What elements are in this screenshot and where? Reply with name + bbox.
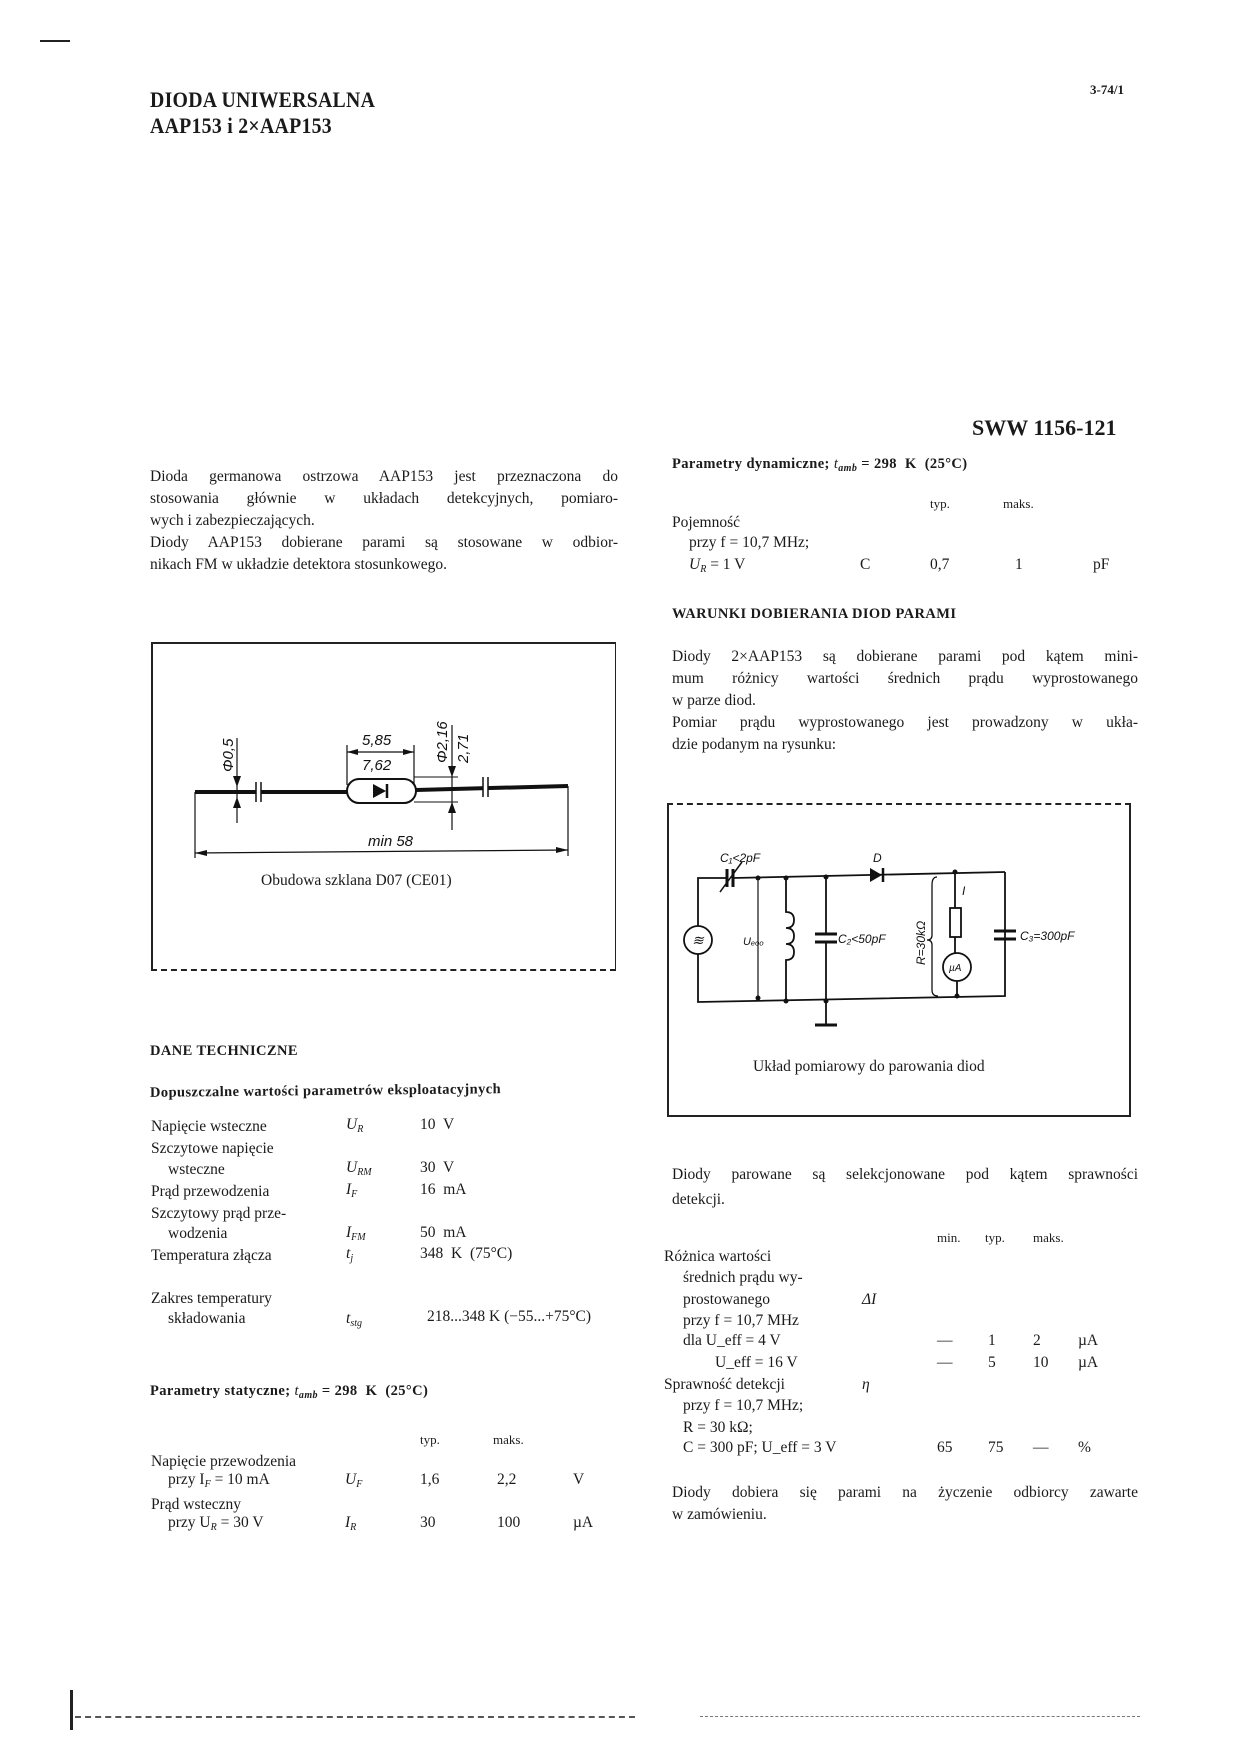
selection-max: — <box>1033 1439 1049 1456</box>
pairing-heading: WARUNKI DOBIERANIA DIOD PARAMI <box>672 606 957 622</box>
catalog-number: SWW 1156-121 <box>972 415 1117 440</box>
selection-symbol: ΔI <box>862 1291 877 1308</box>
pairing-line: Diody 2×AAP153 są dobierane parami pod kątem mini- <box>672 648 1138 665</box>
pairing-line: w parze diod. <box>672 692 756 709</box>
intro-line: Dioda germanowa ostrzowa AAP153 jest przeznaczona do <box>150 468 618 485</box>
selection-max: 10 <box>1033 1354 1049 1371</box>
dynamic-unit: pF <box>1093 556 1110 573</box>
inductor-icon <box>786 878 794 1002</box>
intro-line: nikach FM w układzie detektora stosunkowego. <box>150 556 448 573</box>
footer-line: Diody dobiera się parami na życzenie odbiorcy zawarte <box>672 1484 1138 1501</box>
static-cond: przy $I_F = 10$ mA <box>168 1471 270 1490</box>
limit-symbol: $I_{FM}$ <box>346 1224 366 1243</box>
package-figure <box>151 642 616 971</box>
c1-label: C₁<2pF <box>720 851 761 865</box>
dynamic-typ: 0,7 <box>930 556 950 573</box>
limit-symbol: $U_{RM}$ <box>346 1159 372 1178</box>
selection-typ: 75 <box>988 1439 1004 1456</box>
package-caption: Obudowa szklana D07 (CE01) <box>261 872 452 889</box>
section-heading-tech: DANE TECHNICZNE <box>150 1043 298 1059</box>
limit-label-cont: wodzenia <box>168 1225 228 1242</box>
limit-label: Temperatura złącza <box>151 1247 272 1264</box>
limit-symbol: $t_j$ <box>346 1245 354 1264</box>
limit-value: 50 mA <box>420 1224 467 1241</box>
dim-body-length-min: 5,85 <box>362 732 392 749</box>
selection-label: dla U_eff = 4 V <box>683 1332 781 1349</box>
limit-label: Szczytowy prąd prze- <box>151 1205 287 1222</box>
selection-label: C = 300 pF; U_eff = 3 V <box>683 1439 837 1456</box>
dynamic-heading: Parametry dynamiczne; $t_{amb} = 298$ K (25°C) <box>672 456 968 474</box>
static-typ: 30 <box>420 1514 436 1531</box>
limit-value: 10 V <box>420 1116 455 1133</box>
corner-mark <box>40 40 70 42</box>
dim-body-diameter-min: Φ2,16 <box>434 721 451 763</box>
footer-line: w zamówieniu. <box>672 1506 767 1523</box>
static-symbol: $U_F$ <box>345 1471 363 1490</box>
dim-body-diameter-max: 2,71 <box>455 733 472 763</box>
dynamic-symbol: C <box>860 556 871 573</box>
selection-min: — <box>937 1332 953 1349</box>
dim-body-length-max: 7,62 <box>362 757 392 774</box>
selection-min: — <box>937 1354 953 1371</box>
selection-line: detekcji. <box>672 1191 725 1208</box>
limit-label-cont: składowania <box>168 1310 246 1327</box>
selection-typ: 1 <box>988 1332 996 1349</box>
col-max: maks. <box>1033 1230 1064 1245</box>
selection-line: Diody parowane są selekcjonowane pod kątem sprawności <box>672 1166 1138 1183</box>
c3-label: C₃=300pF <box>1020 929 1075 943</box>
generator-label: ≋ <box>692 932 704 948</box>
intro-line: stosowania głównie w układach detekcyjnych, pomiaro- <box>150 490 618 507</box>
pairing-line: dzie podanym na rysunku: <box>672 736 837 753</box>
diode-icon <box>870 868 882 882</box>
dynamic-cond: przy f = 10,7 MHz; <box>689 534 810 551</box>
bottom-rule <box>75 1716 635 1718</box>
limit-value: 218...348 K (−55...+75°C) <box>427 1308 592 1325</box>
static-label: Prąd wsteczny <box>151 1496 241 1513</box>
limit-label: Prąd przewodzenia <box>151 1183 270 1200</box>
static-typ: 1,6 <box>420 1471 440 1488</box>
current-label: I <box>962 884 966 898</box>
pairing-line: mum różnicy wartości średnich prądu wyprostowanego <box>672 670 1138 687</box>
limit-label-cont: wsteczne <box>168 1161 225 1178</box>
circuit-caption: Układ pomiarowy do parowania diod <box>753 1058 985 1075</box>
dynamic-cond: $U_R = 1$ V <box>689 556 746 575</box>
doc-subtitle: AAP153 i 2×AAP153 <box>150 113 332 138</box>
selection-max: 2 <box>1033 1332 1041 1349</box>
c2-label: C₂<50pF <box>838 932 886 946</box>
selection-label: Różnica wartości <box>664 1248 772 1265</box>
col-max: maks. <box>493 1432 524 1447</box>
bottom-rule-right <box>700 1716 1140 1717</box>
static-unit: µA <box>573 1514 594 1531</box>
selection-unit: % <box>1078 1439 1091 1456</box>
circuit-figure <box>667 803 1131 1117</box>
selection-label: Sprawność detekcji <box>664 1376 785 1393</box>
limits-heading: Dopuszczalne wartości parametrów eksploatacyjnych <box>149 1081 502 1101</box>
selection-label: przy f = 10,7 MHz <box>683 1312 799 1329</box>
dim-lead-diameter: Φ0,5 <box>220 738 237 772</box>
limit-label: Napięcie wsteczne <box>151 1118 267 1135</box>
static-label: Napięcie przewodzenia <box>151 1453 297 1470</box>
selection-label: R = 30 kΩ; <box>683 1419 753 1436</box>
doc-title: DIODA UNIWERSALNA <box>150 87 376 112</box>
col-min: min. <box>937 1230 961 1245</box>
intro-line: wych i zabezpieczających. <box>150 512 315 529</box>
static-max: 100 <box>497 1514 521 1531</box>
limit-label: Zakres temperatury <box>151 1290 272 1307</box>
limit-value: 16 mA <box>420 1181 467 1198</box>
diode-label: D <box>873 851 882 865</box>
dynamic-max: 1 <box>1015 556 1023 573</box>
pairing-line: Pomiar prądu wyprostowanego jest prowadzony w ukła- <box>672 714 1138 731</box>
resistor-icon <box>950 908 961 937</box>
static-symbol: $I_R$ <box>345 1514 357 1533</box>
limit-value: 348 K (75°C) <box>420 1245 513 1262</box>
col-typ: typ. <box>930 496 950 511</box>
selection-typ: 5 <box>988 1354 996 1371</box>
limit-label: Szczytowe napięcie <box>151 1140 274 1157</box>
package-drawing <box>153 644 615 969</box>
selection-symbol: η <box>862 1376 870 1393</box>
selection-label: U_eff = 16 V <box>715 1354 798 1371</box>
selection-min: 65 <box>937 1439 953 1456</box>
margin-mark <box>70 1690 73 1730</box>
col-typ: typ. <box>985 1230 1005 1245</box>
limit-value: 30 V <box>420 1159 455 1176</box>
limit-symbol: $I_F$ <box>346 1181 358 1200</box>
static-cond: przy $U_R = 30$ V <box>168 1514 264 1533</box>
dynamic-label: Pojemność <box>672 514 741 531</box>
r-label: R=30kΩ <box>914 920 928 965</box>
static-unit: V <box>573 1471 585 1488</box>
limit-symbol: $U_R$ <box>346 1116 364 1135</box>
selection-label: prostowanego <box>683 1291 770 1308</box>
col-max: maks. <box>1003 496 1034 511</box>
col-typ: typ. <box>420 1432 440 1447</box>
selection-unit: µA <box>1078 1332 1099 1349</box>
page-code: 3-74/1 <box>1090 82 1124 97</box>
intro-line: Diody AAP153 dobierane parami są stosowane w odbior- <box>150 534 618 551</box>
ueff-label: Uₑₒₒ <box>743 936 764 948</box>
static-max: 2,2 <box>497 1471 517 1488</box>
selection-label: przy f = 10,7 MHz; <box>683 1397 804 1414</box>
selection-label: średnich prądu wy- <box>683 1269 803 1286</box>
dim-total-length: min 58 <box>368 833 414 850</box>
selection-unit: µA <box>1078 1354 1099 1371</box>
static-heading: Parametry statyczne; $t_{amb} = 298$ K (25°C) <box>150 1383 429 1401</box>
meter-label: µA <box>949 963 962 974</box>
limit-symbol: $t_{stg}$ <box>346 1310 362 1329</box>
